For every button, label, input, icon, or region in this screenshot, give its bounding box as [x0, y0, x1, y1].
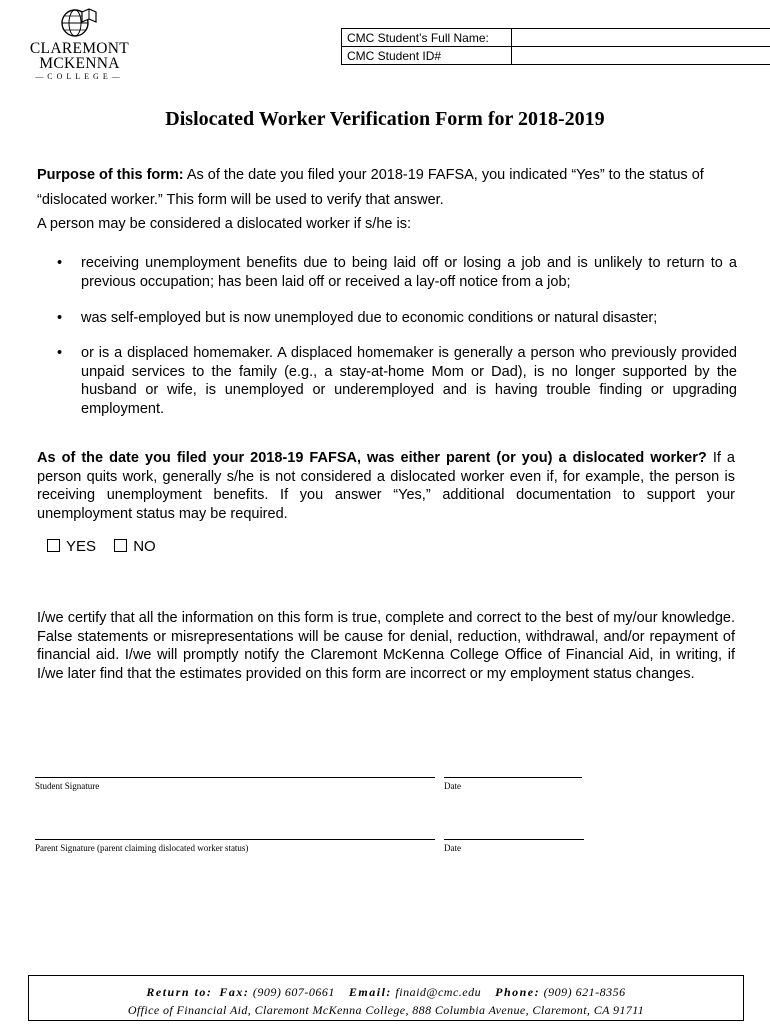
logo-line-2: MCKENNA [39, 55, 120, 72]
question-text: If a person quits work, generally s/he is not considered a dislocated worker even if, for example, the person is receiving unemployment benefits. If you answer “Yes,” additional documentation to support your unemployment status may be required. [37, 450, 735, 522]
parent-date-line[interactable] [444, 839, 584, 840]
student-date-line[interactable] [444, 777, 582, 778]
fax-label: Fax: [219, 985, 250, 999]
parent-signature-label: Parent Signature (parent claiming dislocated worker status) [35, 843, 249, 853]
question-paragraph [37, 449, 735, 523]
list-item [57, 309, 737, 329]
yes-no-choices [47, 538, 170, 555]
yes-checkbox[interactable] [47, 539, 60, 552]
full-name-row [342, 29, 770, 47]
student-signature-label: Student Signature [35, 781, 100, 791]
contact-line [29, 985, 743, 1000]
no-label: NO [133, 538, 156, 555]
return-to-label: Return to: [146, 985, 213, 999]
email-label: Email: [348, 985, 392, 999]
bullet-icon: • [57, 345, 63, 361]
yes-option[interactable] [47, 538, 96, 555]
college-logo [22, 6, 137, 86]
logo-line-1: CLAREMONT [29, 40, 130, 57]
bullet-text: receiving unemployment benefits due to being laid off or losing a job and is unlikely to return to a previous occupation; has been laid off or received a lay-off notice from a job; [81, 255, 737, 290]
certification-paragraph: I/we certify that all the information on this form is true, complete and correct to the best of my/our knowledge. False statements or misrepresentations will be cause for denial, reduction, withdrawal, and/or repayment of financial aid. I/we will promptly notify the Claremont McKenna College Office of Financial Aid, in writing, if I/we later find that the estimates provided on this form are incorrect or my employment status changes. [37, 610, 735, 682]
fax-number: (909) 607-0661 [252, 985, 335, 999]
purpose-label: Purpose of this form: [37, 167, 184, 183]
purpose-paragraph [37, 163, 737, 213]
student-signature-line[interactable] [35, 777, 435, 778]
purpose-text: As of the date you filed your 2018-19 FAFSA, you indicated “Yes” to the status of “dislocated worker.” This form will be used to verify that answer. [37, 167, 704, 208]
list-item [57, 254, 737, 294]
list-item [57, 344, 737, 419]
globe-book-icon [58, 6, 102, 40]
yes-label: YES [66, 538, 97, 555]
question-bold: As of the date you filed your 2018-19 FAFSA, was either parent (or you) a dislocated worker? [37, 450, 707, 466]
full-name-label: CMC Student’s Full Name: [342, 29, 512, 47]
full-name-field[interactable] [512, 29, 770, 47]
parent-signature-line[interactable] [35, 839, 435, 840]
form-title: Dislocated Worker Verification Form for 2018-2019 [165, 108, 605, 130]
bullet-icon: • [57, 310, 63, 326]
return-to-footer [28, 975, 744, 1021]
no-option[interactable] [114, 538, 156, 555]
office-address: Office of Financial Aid, Claremont McKenna College, 888 Columbia Avenue, Claremont, CA 91711 [127, 1003, 645, 1017]
logo-line-3: —COLLEGE— [35, 72, 124, 81]
bullet-text: was self-employed but is now unemployed due to economic conditions or natural disaster; [81, 310, 658, 326]
bullet-icon: • [57, 255, 63, 271]
student-id-field[interactable] [512, 47, 770, 65]
parent-date-label: Date [444, 843, 461, 853]
phone-number: (909) 621-8356 [543, 985, 626, 999]
student-id-table [341, 28, 770, 65]
phone-label: Phone: [495, 985, 541, 999]
no-checkbox[interactable] [114, 539, 127, 552]
intro-text: A person may be considered a dislocated worker if s/he is: [37, 216, 411, 232]
email-address: finaid@cmc.edu [395, 985, 482, 999]
bullet-text: or is a displaced homemaker. A displaced homemaker is generally a person who previously provided unpaid services to the family (e.g., a stay-at-home Mom or Dad), is no longer supported by the husband or wife, is unemployed or underemployed and is having trouble finding or upgrading employment. [81, 345, 737, 417]
student-id-row [342, 47, 770, 65]
student-id-label: CMC Student ID# [342, 47, 512, 65]
student-date-label: Date [444, 781, 461, 791]
